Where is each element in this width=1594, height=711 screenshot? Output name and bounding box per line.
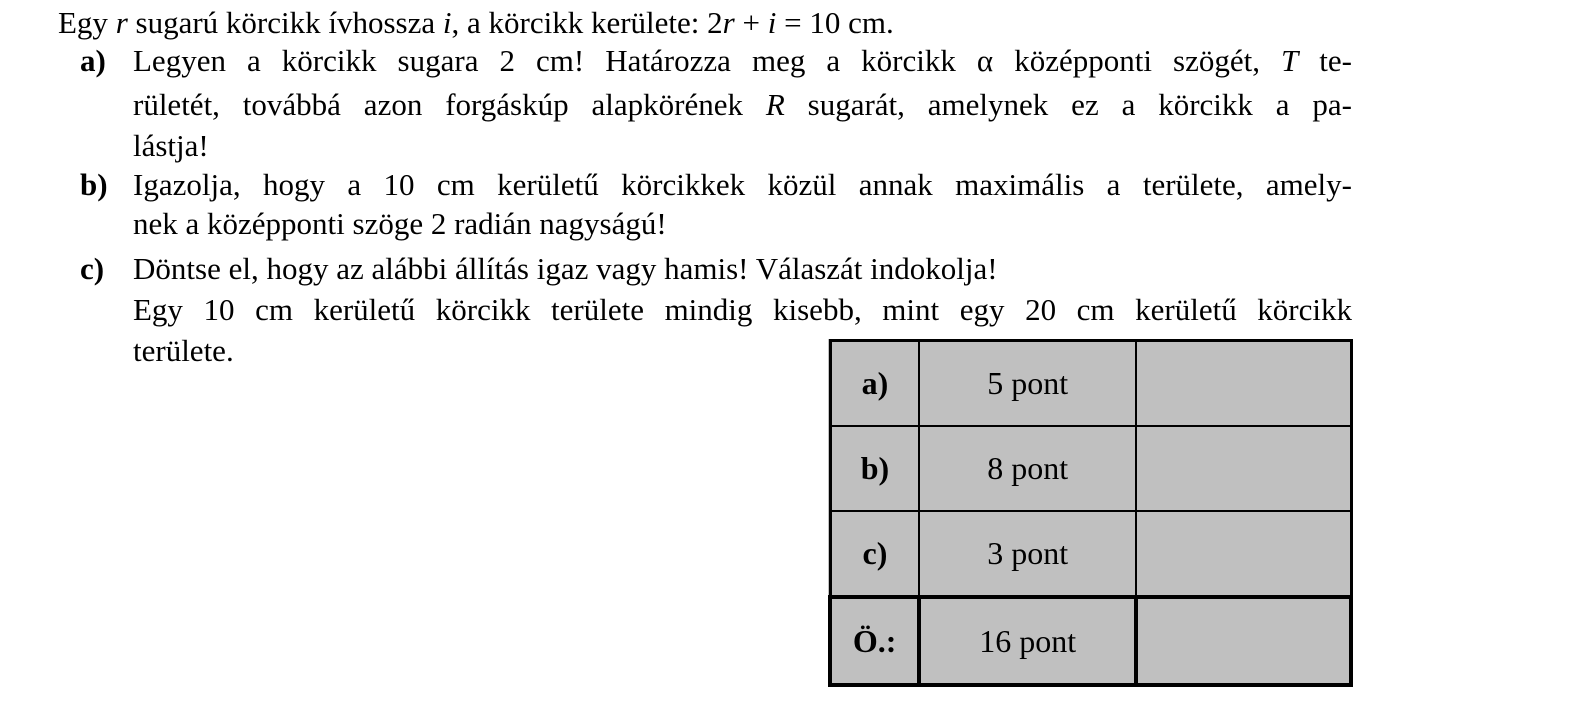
- row-label: a): [830, 341, 919, 427]
- part-b-line-2: nek a középponti szöge 2 radián nagyságú!: [133, 206, 667, 241]
- row-label: c): [830, 511, 919, 597]
- part-a-line-2: rületét, továbbá azon forgáskúp alapkörének R sugarát, amelynek ez a körcikk a pa-: [133, 87, 1352, 122]
- part-a-line-1: Legyen a körcikk sugara 2 cm! Határozza meg a körcikk α középponti szögét, T te-: [133, 43, 1352, 78]
- score-cell[interactable]: [1136, 426, 1351, 511]
- intro-text: Egy: [58, 5, 116, 40]
- max-points: 5 pont: [919, 341, 1136, 427]
- part-c-line-1: Döntse el, hogy az alábbi állítás igaz vagy hamis! Válaszát indokolja!: [133, 251, 998, 286]
- part-a-line-3: lástja!: [133, 128, 209, 163]
- arc-length-symbol: i: [442, 5, 452, 40]
- total-label: Ö.:: [830, 597, 919, 685]
- max-points: 8 pont: [919, 426, 1136, 511]
- max-points: 3 pont: [919, 511, 1136, 597]
- part-c-line-3: területe.: [133, 333, 234, 368]
- part-c-label: c): [80, 251, 105, 286]
- score-row-b: [830, 426, 1351, 511]
- score-cell[interactable]: [1136, 341, 1351, 427]
- part-a-label: a): [80, 43, 106, 78]
- problem-intro: [58, 4, 894, 42]
- total-points: 16 pont: [919, 597, 1136, 685]
- radius-symbol: r: [115, 5, 128, 40]
- part-b-label: b): [80, 167, 108, 202]
- score-row-a: [830, 341, 1351, 427]
- total-score-cell[interactable]: [1136, 597, 1351, 685]
- intro-text: sugarú körcikk ívhossza: [127, 5, 443, 40]
- score-row-total: [830, 597, 1351, 685]
- intro-text: = 10 cm.: [776, 5, 894, 40]
- arc-length-symbol: i: [767, 5, 777, 40]
- score-cell[interactable]: [1136, 511, 1351, 597]
- score-row-c: [830, 511, 1351, 597]
- intro-text: , a körcikk kerülete: 2: [451, 5, 723, 40]
- score-table: [828, 339, 1353, 687]
- intro-text: +: [734, 5, 768, 40]
- radius-symbol: r: [722, 5, 735, 40]
- part-b-line-1: Igazolja, hogy a 10 cm kerületű körcikkek közül annak maximális a területe, amely-: [133, 167, 1352, 202]
- row-label: b): [830, 426, 919, 511]
- cone-radius-symbol: R: [765, 87, 785, 122]
- area-symbol: T: [1281, 43, 1299, 78]
- part-c-line-2: Egy 10 cm kerületű körcikk területe mindig kisebb, mint egy 20 cm kerületű körcikk: [133, 292, 1352, 327]
